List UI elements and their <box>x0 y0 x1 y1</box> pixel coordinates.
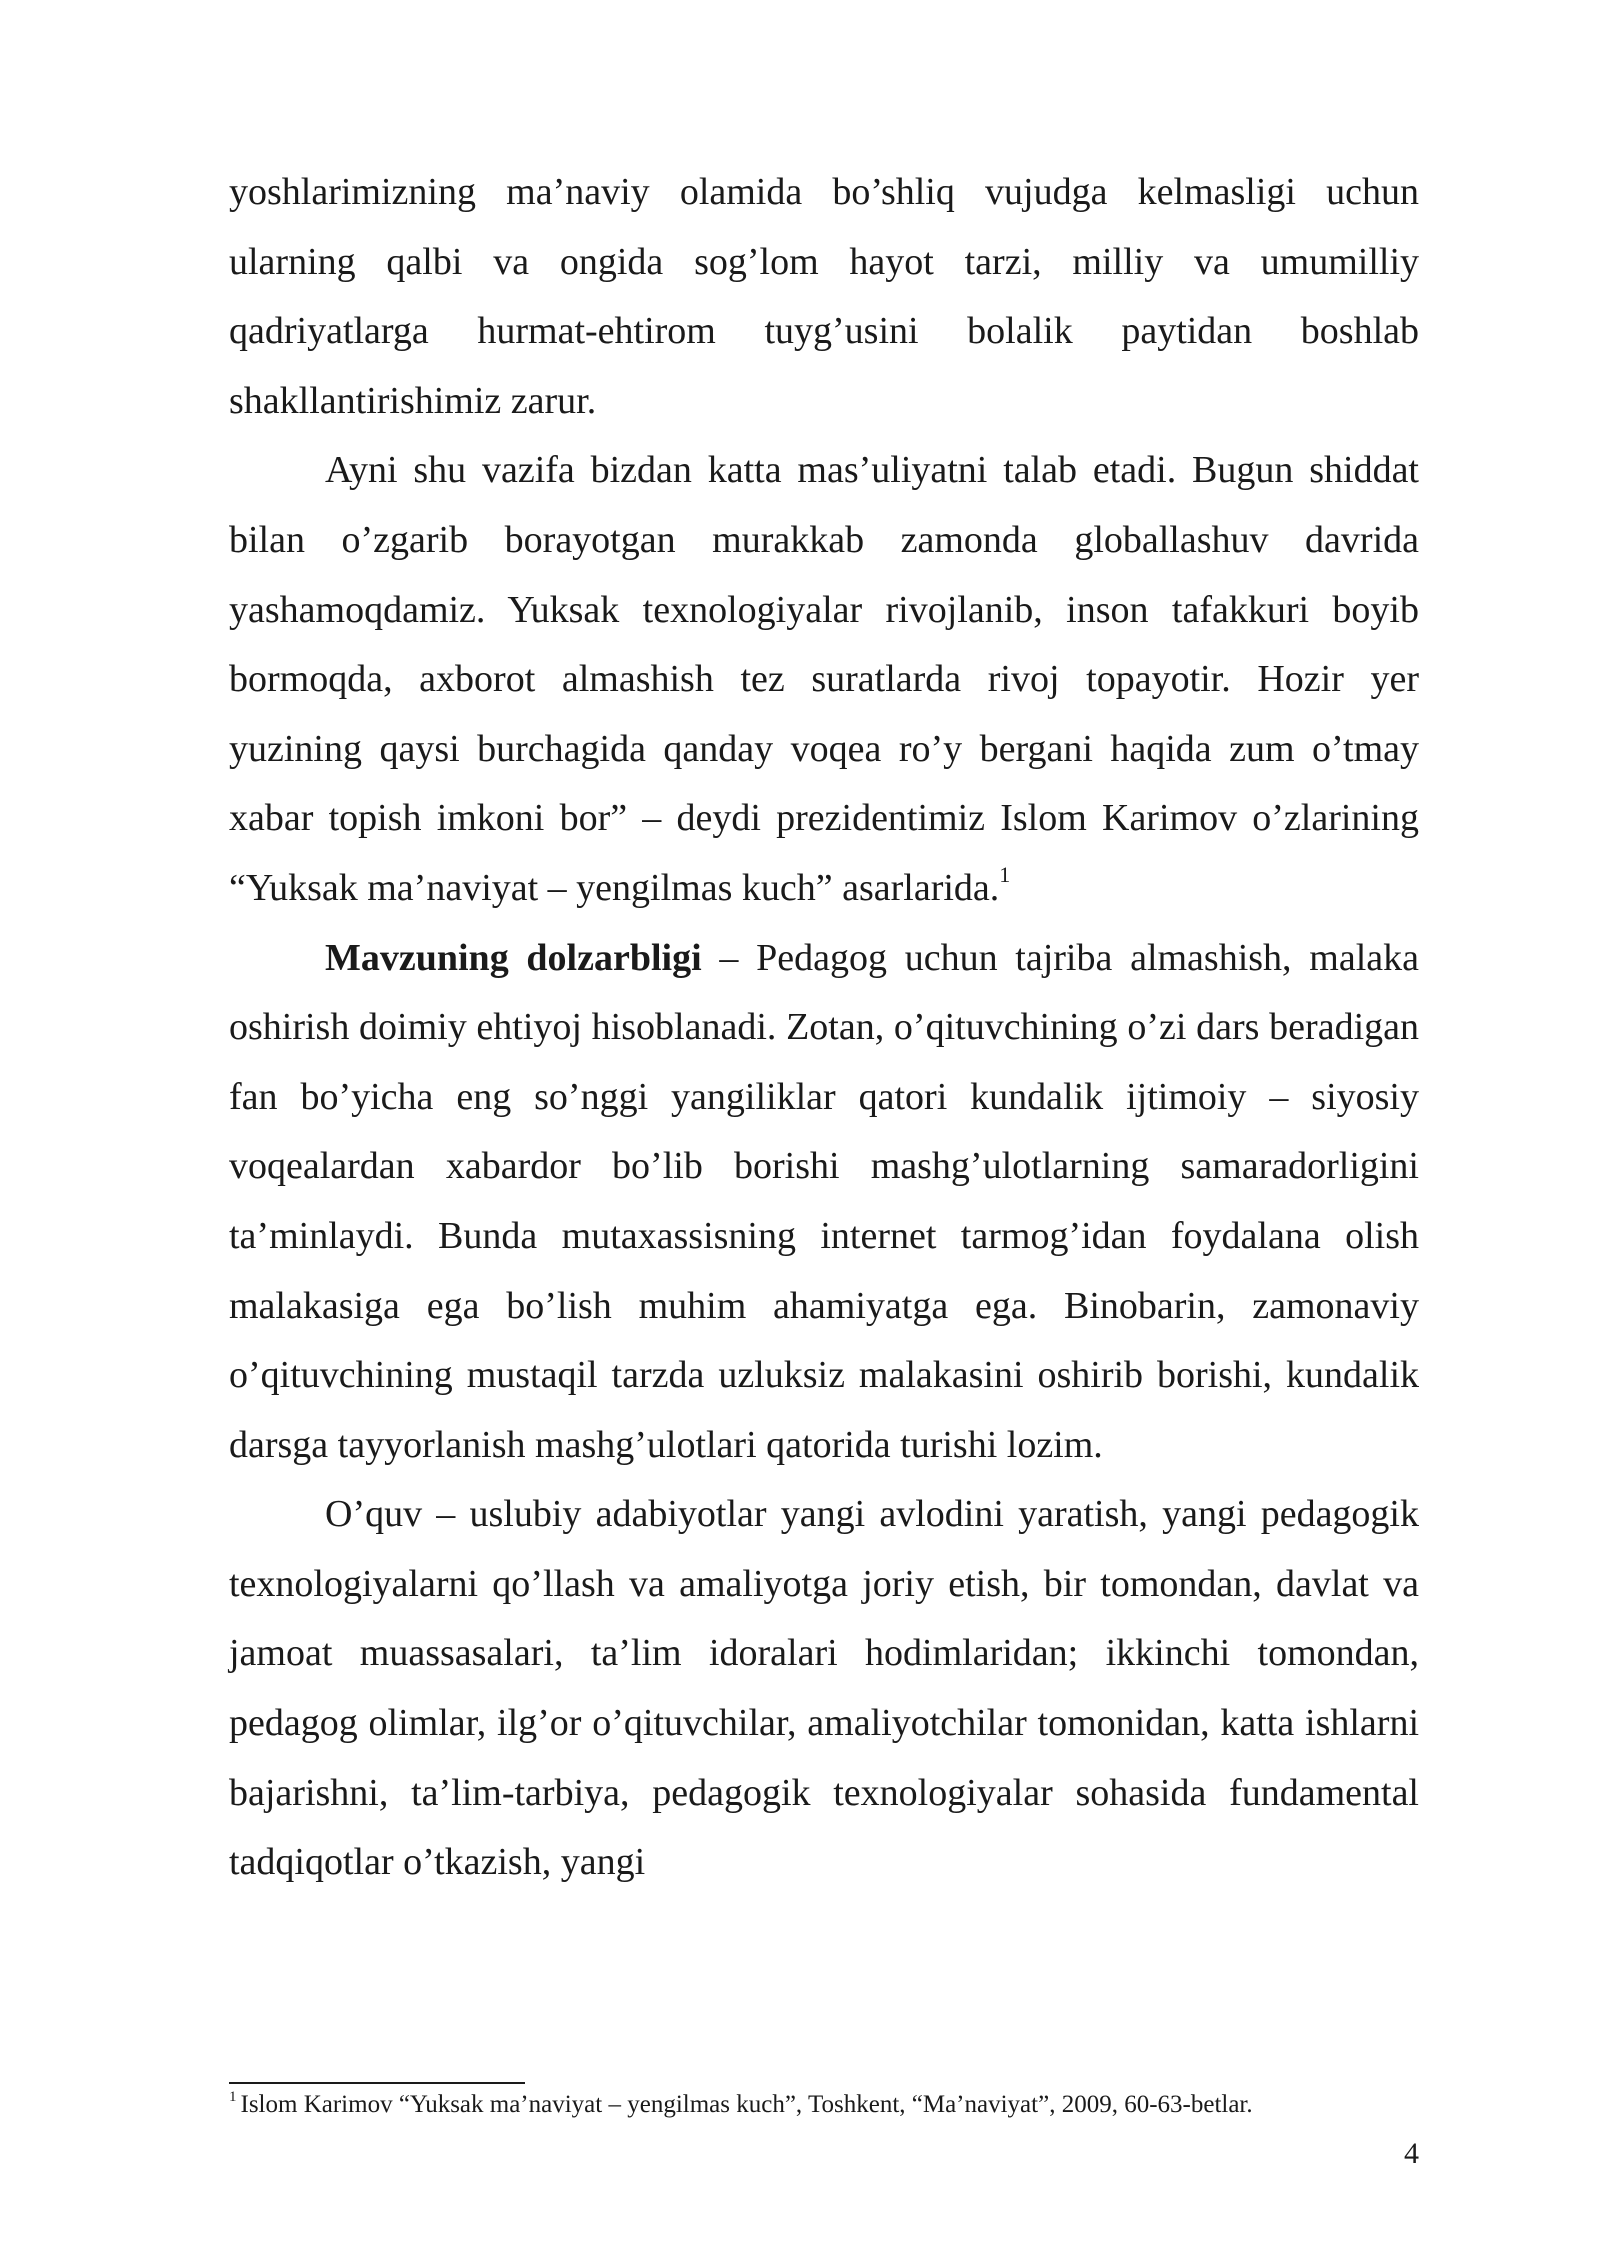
footnote-reference: 1 <box>999 861 1011 887</box>
paragraph-4 <box>229 1480 1419 1898</box>
paragraph-2 <box>229 436 1419 923</box>
page-number: 4 <box>1404 2137 1419 2170</box>
section-heading-inline: Mavzuning dolzarbligi <box>325 936 702 979</box>
paragraph-1-text: yoshlarimizning ma’naviy olamida bo’shliq vujudga kelmasligi uchun ularning qalbi va ongida sog’lom hayot tarzi, milliy va umumilliy qadriyatlarga hurmat-ehtirom tuyg’usini bolalik paytidan boshlab shakllantirishimiz zarur. <box>229 171 1419 422</box>
paragraph-3-text: – Pedagog uchun tajriba almashish, malaka oshirish doimiy ehtiyoj hisoblanadi. Zotan, o’qituvchining o’zi dars beradigan fan bo’yicha eng so’nggi yangiliklar qatori kundalik ijtimoiy – siyosiy voqealardan xabardor bo’lib borishi mashg’ulotlarning samaradorligini ta’minlaydi. Bunda mutaxassisning internet tarmog’idan foydalana olish malakasiga ega bo’lish muhim ahamiyatga ega. Binobarin, zamonaviy o’qituvchining mustaqil tarzda uzluksiz malakasini oshirib borishi, kundalik darsga tayyorlanish mashg’ulotlari qatorida turishi lozim. <box>229 936 1419 1466</box>
footnote-marker: 1 <box>229 2089 237 2105</box>
footnote-text: Islom Karimov “Yuksak ma’naviyat – yengilmas kuch”, Toshkent, “Ma’naviyat”, 2009, 60-63-betlar. <box>240 2091 1253 2118</box>
paragraph-2-text: Ayni shu vazifa bizdan katta mas’uliyatni talab etadi. Bugun shiddat bilan o’zgarib borayotgan murakkab zamonda globallashuv davrida yashamoqdamiz. Yuksak texnologiyalar rivojlanib, inson tafakkuri boyib bormoqda, axborot almashish tez suratlarda rivoj topayotir. Hozir yer yuzining qaysi burchagida qanday voqea ro’y bergani haqida zum o’tmay xabar topish imkoni bor” – deydi prezidentimiz Islom Karimov o’zlarining “Yuksak ma’naviyat – yengilmas kuch” asarlarida. <box>229 449 1419 909</box>
paragraph-1 <box>229 158 1419 436</box>
paragraph-3 <box>229 924 1419 1481</box>
paragraph-4-text: O’quv – uslubiy adabiyotlar yangi avlodini yaratish, yangi pedagogik texnologiyalarni qo’llash va amaliyotga joriy etish, bir tomondan, davlat va jamoat muassasalari, ta’lim idoralari hodimlaridan; ikkinchi tomondan, pedagog olimlar, ilg’or o’qituvchilar, amaliyotchilar tomonidan, katta ishlarni bajarishni, ta’lim-tarbiya, pedagogik texnologiyalar sohasida fundamental tadqiqotlar o’tkazish, yangi <box>229 1493 1419 1884</box>
footnote <box>229 2088 1419 2122</box>
footnote-separator <box>229 2082 525 2084</box>
body-text <box>229 158 1419 1898</box>
